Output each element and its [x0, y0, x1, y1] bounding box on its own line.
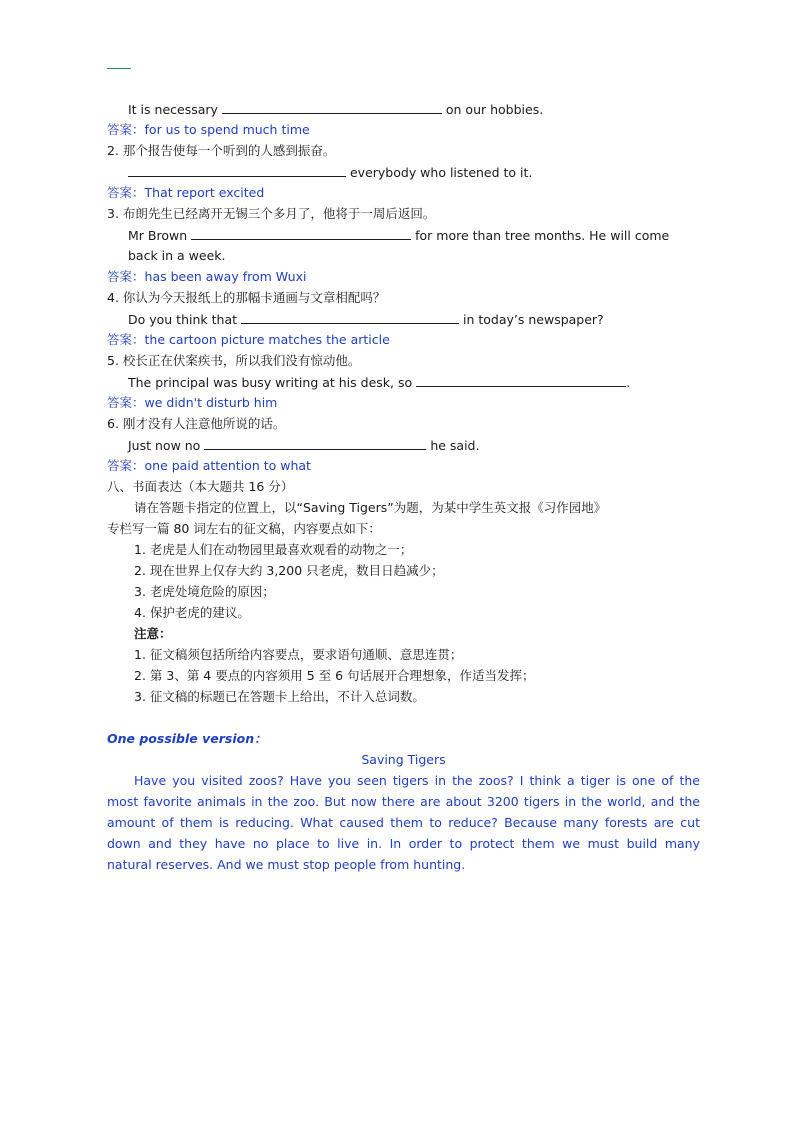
section8-intro-line2: 专栏写一篇 80 词左右的征文稿，内容要点如下： — [107, 521, 381, 536]
q5-prefix: The principal was busy writing at his desk, so — [128, 375, 413, 390]
q4-answer — [107, 332, 390, 348]
sample-line-5: natural reserves. And we must stop people from hunting. — [107, 857, 466, 872]
q6-sentence — [128, 437, 479, 454]
q2-sentence — [128, 164, 532, 181]
note-1: 1. 征文稿须包括所给内容要点，要求语句通顺、意思连贯； — [134, 647, 463, 662]
q3-answer — [107, 269, 306, 285]
q4-prefix: Do you think that — [128, 312, 238, 327]
q4-sentence — [128, 311, 604, 328]
sample-line-2: most favorite animals in the zoo. But now there are about 3200 tigers in the world, and the — [107, 794, 700, 809]
q6-answer-text: one paid attention to what — [144, 458, 311, 473]
q5-answer-text: we didn't disturb him — [144, 395, 278, 410]
note-title: 注意： — [134, 626, 172, 641]
q2-answer — [107, 185, 264, 201]
q6-suffix: he said. — [430, 438, 480, 453]
q1-sentence — [128, 101, 543, 118]
q3-line2: back in a week. — [128, 248, 226, 263]
q5-prompt: 5. 校长正在伏案疾书，所以我们没有惊动他。 — [107, 353, 361, 368]
q3-blank — [191, 227, 411, 240]
section8-heading: 八、书面表达（本大题共 16 分） — [107, 479, 294, 494]
sample-line-4: down and they have no place to live in. In order to protect them we must build many — [107, 836, 700, 851]
q6-answer — [107, 458, 311, 474]
q4-prompt: 4. 你认为今天报纸上的那幅卡通画与文章相配吗？ — [107, 290, 386, 305]
q6-blank — [204, 437, 426, 450]
q3-prompt: 3. 布朗先生已经离开无锡三个多月了，他将于一周后返回。 — [107, 206, 436, 221]
content-point-2: 2. 现在世界上仅存大约 3,200 只老虎，数目日趋减少； — [134, 563, 444, 578]
sample-line-1: Have you visited zoos? Have you seen tigers in the zoos? I think a tiger is one of the — [134, 773, 700, 788]
answer-label: 答案： — [107, 332, 145, 347]
q3-sentence — [128, 227, 669, 244]
q5-answer — [107, 395, 277, 411]
q1-blank — [222, 101, 442, 114]
answer-label: 答案： — [107, 395, 145, 410]
q6-prefix: Just now no — [128, 438, 201, 453]
content-point-1: 1. 老虎是人们在动物园里最喜欢观看的动物之一； — [134, 542, 413, 557]
header-rule — [107, 68, 131, 69]
q1-suffix: on our hobbies. — [445, 102, 544, 117]
q2-answer-text: That report excited — [144, 185, 265, 200]
sample-line-3: amount of them is reducing. What caused them to reduce? Because many forests are cut — [107, 815, 700, 830]
answer-label: 答案： — [107, 185, 145, 200]
q2-suffix: everybody who listened to it. — [349, 165, 533, 180]
note-2: 2. 第 3、第 4 要点的内容须用 5 至 6 句话展开合理想象，作适当发挥； — [134, 668, 535, 683]
answer-label: 答案： — [107, 458, 145, 473]
q5-sentence — [128, 374, 630, 391]
q3-answer-text: has been away from Wuxi — [144, 269, 307, 284]
section8-intro-line1: 请在答题卡指定的位置上，以“Saving Tigers”为题，为某中学生英文报《习作园地》 — [134, 500, 607, 515]
q2-blank — [128, 164, 346, 177]
q5-suffix: . — [626, 375, 631, 390]
q3-suffix: for more than tree months. He will come — [415, 228, 670, 243]
q4-answer-text: the cartoon picture matches the article — [144, 332, 390, 347]
q1-answer — [107, 122, 310, 138]
q4-suffix: in today’s newspaper? — [462, 312, 604, 327]
q1-prefix: It is necessary — [128, 102, 218, 117]
q3-prefix: Mr Brown — [128, 228, 188, 243]
q1-answer-text: for us to spend much time — [144, 122, 310, 137]
q2-prompt: 2. 那个报告使每一个听到的人感到振奋。 — [107, 143, 336, 158]
q6-prompt: 6. 刚才没有人注意他所说的话。 — [107, 416, 286, 431]
answer-label: 答案： — [107, 122, 145, 137]
note-3: 3. 征文稿的标题已在答题卡上给出，不计入总词数。 — [134, 689, 425, 704]
answer-label: 答案： — [107, 269, 145, 284]
q5-blank — [416, 374, 626, 387]
sample-title: Saving Tigers — [361, 752, 446, 767]
q4-blank — [241, 311, 459, 324]
sample-label: One possible version： — [107, 731, 267, 746]
content-point-3: 3. 老虎处境危险的原因； — [134, 584, 275, 599]
content-point-4: 4. 保护老虎的建议。 — [134, 605, 250, 620]
